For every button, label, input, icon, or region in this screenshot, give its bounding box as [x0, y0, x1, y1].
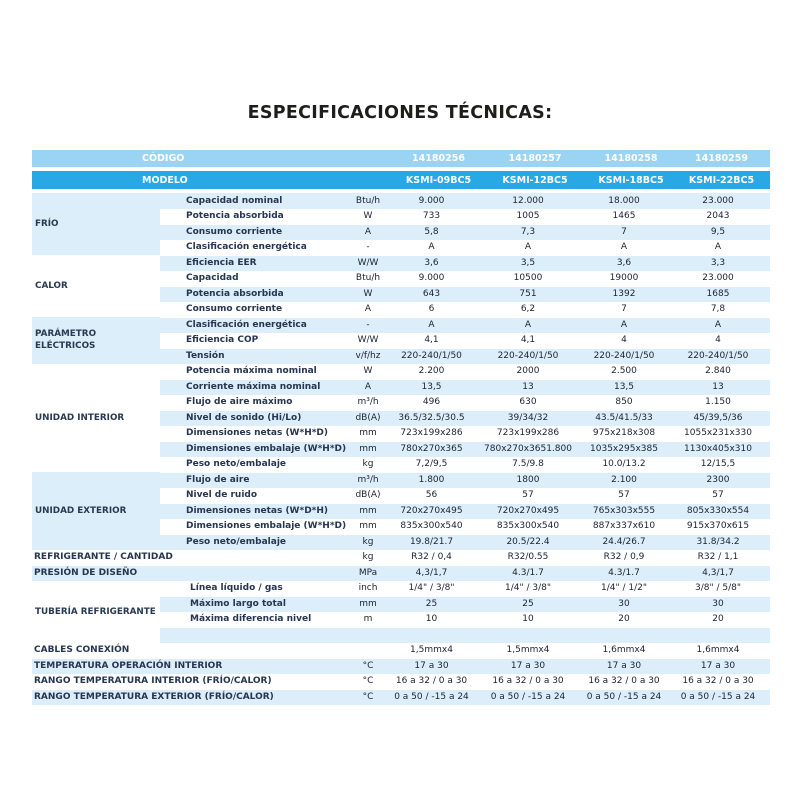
value-cell: 17 a 30	[700, 660, 736, 671]
unit-cell: A	[364, 381, 372, 392]
value-cell: A	[714, 242, 722, 253]
row-label	[186, 627, 347, 643]
value-cell: 45/39,5/36	[693, 412, 743, 423]
row-label: Potencia absorbida	[186, 288, 284, 299]
value-cell: 20	[712, 614, 724, 625]
value-cell: 10	[522, 614, 534, 625]
row-label: Dimensiones embalaje (W*H*D)	[186, 443, 347, 454]
value-cell: 751	[519, 288, 537, 299]
row-label: REFRIGERANTE / CANTIDAD	[34, 552, 173, 563]
value-cell: 13	[522, 381, 534, 392]
value-cell: 1465	[612, 211, 636, 222]
value-cell: 16 a 32 / 0 a 30	[682, 676, 754, 687]
value-cell: 1,6mmx4	[602, 645, 646, 656]
value-cell: 850	[615, 397, 633, 408]
value-cell	[389, 627, 474, 643]
value-cell: 780x270x365	[400, 443, 463, 454]
row-label: Eficiencia COP	[186, 335, 259, 346]
value-cell: R32/0.55	[507, 552, 549, 563]
value-cell: 630	[519, 397, 537, 408]
model-cell: KSMI-09BC5	[405, 174, 472, 186]
value-cell	[582, 627, 666, 643]
value-cell: 30	[712, 598, 724, 609]
value-cell: A	[620, 319, 628, 330]
value-cell: A	[524, 319, 532, 330]
value-cell: 733	[422, 211, 441, 222]
value-cell: 765x303x555	[592, 505, 656, 516]
value-cell: 3,3	[710, 257, 726, 268]
value-cell: 2043	[706, 211, 730, 222]
row-label: Dimensiones netas (W*H*D)	[186, 428, 329, 439]
value-cell: 7.5/9.8	[512, 459, 544, 470]
unit-cell: mm	[359, 505, 377, 516]
row-label: Tensión	[186, 350, 225, 361]
value-cell: 17 a 30	[510, 660, 546, 671]
value-cell: 835x300x540	[400, 521, 463, 532]
value-cell: 220-240/1/50	[593, 350, 655, 361]
model-cell: KSMI-22BC5	[688, 174, 755, 186]
value-cell: 887x337x610	[592, 521, 656, 532]
value-cell: 30	[618, 598, 630, 609]
unit-cell: -	[366, 242, 370, 253]
row-label: Corriente máxima nominal	[186, 381, 321, 392]
row-label: Peso neto/embalaje	[186, 536, 287, 547]
value-cell: 1685	[706, 288, 730, 299]
value-cell: 9.000	[418, 273, 445, 284]
value-cell: 1055x231x330	[684, 428, 752, 439]
unit-cell: inch	[358, 583, 378, 594]
group-label: CALOR	[35, 281, 68, 291]
row-label: Dimensiones netas (W*D*H)	[186, 505, 329, 516]
unit-cell: -	[366, 319, 370, 330]
model-cell: KSMI-18BC5	[598, 174, 664, 186]
value-cell: 0 a 50 / -15 a 24	[680, 691, 756, 702]
value-cell: 1130x405x310	[684, 443, 752, 454]
value-cell: 20	[618, 614, 630, 625]
value-cell: 5,8	[424, 226, 439, 237]
unit-cell: mm	[359, 443, 377, 454]
unit-cell: m	[363, 614, 373, 625]
unit-cell	[347, 643, 389, 659]
unit-cell: W	[363, 211, 373, 222]
unit-cell: m³/h	[357, 397, 379, 408]
value-cell: 4	[621, 335, 627, 346]
model-header-label: MODELO	[142, 174, 188, 186]
value-cell: 1/4" / 3/8"	[504, 583, 551, 594]
value-cell: 36.5/32.5/30.5	[398, 412, 465, 423]
row-label: Flujo de aire máximo	[186, 397, 293, 408]
value-cell: 0 a 50 / -15 a 24	[586, 691, 662, 702]
value-cell: 17 a 30	[606, 660, 642, 671]
value-cell: A	[428, 319, 435, 330]
value-cell: 31.8/34.2	[696, 536, 740, 547]
row-label: Peso neto/embalaje	[186, 459, 287, 470]
unit-cell: mm	[359, 428, 377, 439]
unit-cell: dB(A)	[355, 412, 381, 423]
unit-cell: Btu/h	[355, 195, 381, 206]
row-label: Consumo corriente	[186, 226, 283, 237]
value-cell: 12.000	[512, 195, 544, 206]
unit-cell: mm	[359, 598, 377, 609]
value-cell: 1,5mmx4	[410, 645, 453, 656]
value-cell: 7	[621, 304, 627, 315]
value-cell: 1.800	[418, 474, 445, 485]
value-cell: 1.150	[705, 397, 731, 408]
value-cell: 10500	[513, 273, 543, 284]
value-cell: 1800	[516, 474, 540, 485]
unit-cell: W	[363, 366, 373, 377]
code-header-label: CÓDIGO	[142, 153, 185, 164]
value-cell: 723x199x286	[400, 428, 463, 439]
value-cell: 23.000	[702, 273, 734, 284]
value-cell: 2.500	[611, 366, 637, 377]
value-cell: 720x270x495	[400, 505, 463, 516]
code-cell: 14180257	[508, 153, 562, 164]
value-cell: 3,5	[520, 257, 536, 268]
value-cell: 4,1	[520, 335, 536, 346]
value-cell: 835x300x540	[496, 521, 560, 532]
unit-cell: A	[364, 226, 372, 237]
value-cell: 13,5	[421, 381, 442, 392]
value-cell: 57	[522, 490, 534, 501]
value-cell: 24.4/26.7	[602, 536, 646, 547]
unit-cell: W	[363, 288, 373, 299]
unit-cell: m³/h	[357, 474, 379, 485]
group-label: PARÁMETRO ELÉCTRICOS	[35, 329, 97, 352]
code-cell: 14180258	[604, 153, 658, 164]
row-label: TEMPERATURA OPERACIÓN INTERIOR	[34, 660, 223, 671]
unit-cell: kg	[362, 552, 374, 563]
unit-cell: °C	[362, 676, 374, 687]
value-cell: 2.840	[705, 366, 731, 377]
row-label: Capacidad nominal	[186, 195, 283, 206]
value-cell: 16 a 32 / 0 a 30	[395, 676, 468, 687]
value-cell: 17 a 30	[414, 660, 449, 671]
value-cell: R32 / 1,1	[697, 552, 739, 563]
value-cell: 10.0/13.2	[602, 459, 646, 470]
row-label: Máxima diferencia nivel	[190, 614, 312, 625]
value-cell: 16 a 32 / 0 a 30	[492, 676, 564, 687]
value-cell: 1392	[612, 288, 636, 299]
unit-cell: °C	[362, 660, 374, 671]
value-cell: 0 a 50 / -15 a 24	[490, 691, 566, 702]
value-cell: 23.000	[702, 195, 734, 206]
value-cell: 0 a 50 / -15 a 24	[394, 691, 469, 702]
unit-cell: W/W	[357, 335, 379, 346]
unit-cell: v/f/hz	[355, 350, 381, 361]
row-label: RANGO TEMPERATURA EXTERIOR (FRÍO/CALOR)	[34, 691, 274, 702]
unit-cell: kg	[362, 536, 374, 547]
value-cell: 6,2	[520, 304, 536, 315]
value-cell: 4,3/1,7	[702, 567, 734, 578]
value-cell: 1,5mmx4	[506, 645, 550, 656]
value-cell: 4	[715, 335, 721, 346]
value-cell: A	[524, 242, 532, 253]
value-cell: 10	[425, 614, 438, 625]
value-cell: 9.000	[418, 195, 445, 206]
value-cell: 975x218x308	[592, 428, 656, 439]
value-cell: 25	[425, 598, 438, 609]
value-cell: 7,8	[710, 304, 726, 315]
group-label: FRÍO	[35, 219, 59, 229]
value-cell: 7,3	[520, 226, 536, 237]
value-cell: 1,6mmx4	[696, 645, 740, 656]
value-cell: 18.000	[608, 195, 640, 206]
value-cell: R32 / 0,4	[411, 552, 452, 563]
row-label: Clasificación energética	[186, 319, 307, 330]
value-cell: 220-240/1/50	[497, 350, 559, 361]
value-cell: 13,5	[613, 381, 635, 392]
unit-cell: kg	[362, 459, 374, 470]
group-label: UNIDAD EXTERIOR	[35, 505, 127, 516]
unit-cell: °C	[362, 691, 374, 702]
unit-cell: dB(A)	[355, 490, 381, 501]
row-label: Consumo corriente	[186, 304, 283, 315]
code-cell: 14180256	[412, 153, 465, 164]
value-cell: 12/15,5	[700, 459, 736, 470]
value-cell: 1/4" / 1/2"	[600, 583, 647, 594]
value-cell: 57	[712, 490, 724, 501]
value-cell: 25	[522, 598, 534, 609]
row-label: Dimensiones embalaje (W*H*D)	[186, 521, 347, 532]
value-cell: 3,6	[616, 257, 632, 268]
value-cell: 16 a 32 / 0 a 30	[588, 676, 660, 687]
row-label: Eficiencia EER	[186, 257, 257, 268]
page-title: ESPECIFICACIONES TÉCNICAS:	[247, 103, 553, 123]
value-cell: 3/8" / 5/8"	[694, 583, 741, 594]
value-cell: 720x270x495	[496, 505, 560, 516]
unit-cell: A	[364, 304, 372, 315]
unit-cell: mm	[359, 521, 377, 532]
value-cell	[666, 627, 770, 643]
value-cell: A	[428, 242, 435, 253]
row-label: CABLES CONEXIÓN	[34, 645, 130, 656]
row-label: RANGO TEMPERATURA INTERIOR (FRÍO/CALOR)	[34, 676, 272, 687]
value-cell	[474, 627, 582, 643]
value-cell: 220-240/1/50	[401, 350, 462, 361]
value-cell: 43.5/41.5/33	[595, 412, 653, 423]
value-cell: 7	[621, 226, 627, 237]
row-label: Potencia máxima nominal	[186, 366, 317, 377]
unit-cell	[347, 627, 389, 643]
code-header-row	[32, 150, 770, 167]
value-cell: 19000	[609, 273, 639, 284]
unit-cell: MPa	[358, 567, 378, 578]
value-cell: 39/34/32	[507, 412, 549, 423]
value-cell: A	[714, 319, 722, 330]
value-cell: 19.8/21.7	[409, 536, 454, 547]
row-label: Nivel de ruido	[186, 490, 258, 501]
unit-cell: W/W	[357, 257, 379, 268]
value-cell: A	[620, 242, 628, 253]
value-cell: 915x370x615	[686, 521, 750, 532]
value-cell: 496	[422, 397, 441, 408]
value-cell: 56	[425, 490, 438, 501]
model-cell: KSMI-12BC5	[502, 174, 568, 186]
value-cell: 220-240/1/50	[687, 350, 749, 361]
row-label: Potencia absorbida	[186, 211, 284, 222]
value-cell: 2.100	[611, 474, 637, 485]
code-cell: 14180259	[695, 153, 748, 164]
value-cell: 2.200	[418, 366, 445, 377]
row-label: Línea líquido / gas	[190, 583, 283, 594]
value-cell: 3,6	[424, 257, 439, 268]
value-cell: 805x330x554	[686, 505, 750, 516]
value-cell: 13	[712, 381, 724, 392]
value-cell: 723x199x286	[496, 428, 560, 439]
value-cell: 2300	[706, 474, 730, 485]
group-label: TUBERÍA REFRIGERANTE	[35, 606, 156, 617]
value-cell: 2000	[516, 366, 540, 377]
row-label: Flujo de aire	[186, 474, 250, 485]
value-cell: 1035x295x385	[590, 443, 658, 454]
value-cell: 4.3/1.7	[608, 567, 640, 578]
value-cell: 643	[422, 288, 441, 299]
value-cell: 4.3/1.7	[512, 567, 544, 578]
value-cell: R32 / 0,9	[603, 552, 645, 563]
value-cell: 4,3/1,7	[415, 567, 448, 578]
value-cell: 20.5/22.4	[506, 536, 550, 547]
value-cell: 780x270x3651.800	[484, 443, 572, 454]
group-label: UNIDAD INTERIOR	[35, 412, 125, 423]
row-label: Nivel de sonido (Hi/Lo)	[186, 412, 302, 423]
unit-cell: Btu/h	[355, 273, 381, 284]
model-header-row	[32, 171, 770, 189]
row-label: Máximo largo total	[190, 598, 286, 609]
value-cell: 4,1	[424, 335, 439, 346]
value-cell: 1005	[516, 211, 540, 222]
value-cell: 7,2/9,5	[415, 459, 448, 470]
row-label: PRESIÓN DE DISEÑO	[34, 567, 138, 578]
value-cell: 6	[428, 304, 435, 315]
value-cell: 9,5	[710, 226, 726, 237]
value-cell: 1/4" / 3/8"	[408, 583, 455, 594]
row-label: Capacidad	[186, 273, 239, 284]
row-label: Clasificación energética	[186, 242, 307, 253]
value-cell: 57	[618, 490, 630, 501]
